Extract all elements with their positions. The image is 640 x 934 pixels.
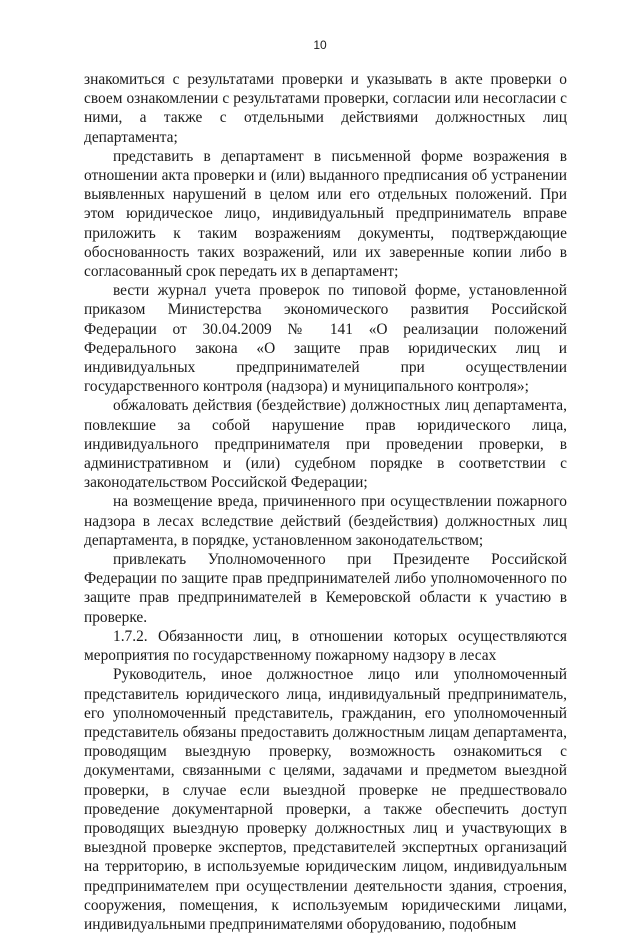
- paragraph-obligations: Руководитель, иное должностное лицо или уполномоченный представитель юридического лица, индивидуальный предприниматель, его уполномоченный представитель, гражданин, его уполномоченный представитель обязаны предоставить должностным лицам департамента, проводящим выездную проверку, возможность ознакомиться с документами, связанными с целями, задачами и предметом выездной проверки, в случае если выездной проверке не предшествовало проведение документарной проверки, а также обеспечить доступ проводящих выездную проверку должностных лиц и участвующих в выездной проверке экспертов, представителей экспертных организаций на территорию, в используемые юридическим лицом, индивидуальным предпринимателем при осуществлении деятельности здания, строения, сооружения, помещения, к используемым юридическими лицами, индивидуальными предпринимателями оборудованию, подобным: [84, 666, 567, 933]
- document-body: [84, 70, 567, 934]
- paragraph-rights-objections: представить в департамент в письменной форме возражения в отношении акта проверки и (или) выданного предписания об устранении выявленных нарушений в целом или его отдельных положений. При этом юридическое лицо, индивидуальный предприниматель вправе приложить к таким возражениям документы, подтверждающие обоснованность таких возражений, или их заверенные копии либо в согласованный срок передать их в департамент;: [84, 147, 567, 281]
- paragraph-rights-compensation: на возмещение вреда, причиненного при осуществлении пожарного надзора в лесах вследствие действий (бездействия) должностных лиц департамента, в порядке, установленном законодательством;: [84, 493, 567, 549]
- paragraph-rights-ombudsman: привлекать Уполномоченного при Президенте Российской Федерации по защите прав предпринимателей либо уполномоченного по защите прав предпринимателей в Кемеровской области к участию в проверке.: [84, 551, 567, 626]
- paragraph-rights-appeal: обжаловать действия (бездействие) должностных лиц департамента, повлекшие за собой нарушение прав юридического лица, индивидуального предпринимателя при проведении проверки, в административном и (или) судебном порядке в соответствии с законодательством Российской Федерации;: [84, 397, 567, 492]
- paragraph-rights-journal: вести журнал учета проверок по типовой форме, установленной приказом Министерства экономического развития Российской Федерации от 30.04.2009 № 141 «О реализации положений Федерального закона «О защите прав юридических лиц и индивидуальных предпринимателей при осуществлении государственного контроля (надзора) и муниципального контроля»;: [84, 282, 567, 396]
- page-number: 10: [313, 38, 327, 52]
- paragraph-rights-familiarize: знакомиться с результатами проверки и указывать в акте проверки о своем ознакомлении с результатами проверки, согласии или несогласии с ними, а также с отдельными действиями должностных лиц департамента;: [84, 71, 567, 146]
- section-heading-1-7-2: 1.7.2. Обязанности лиц, в отношении которых осуществляются мероприятия по государственному пожарному надзору в лесах: [84, 627, 567, 665]
